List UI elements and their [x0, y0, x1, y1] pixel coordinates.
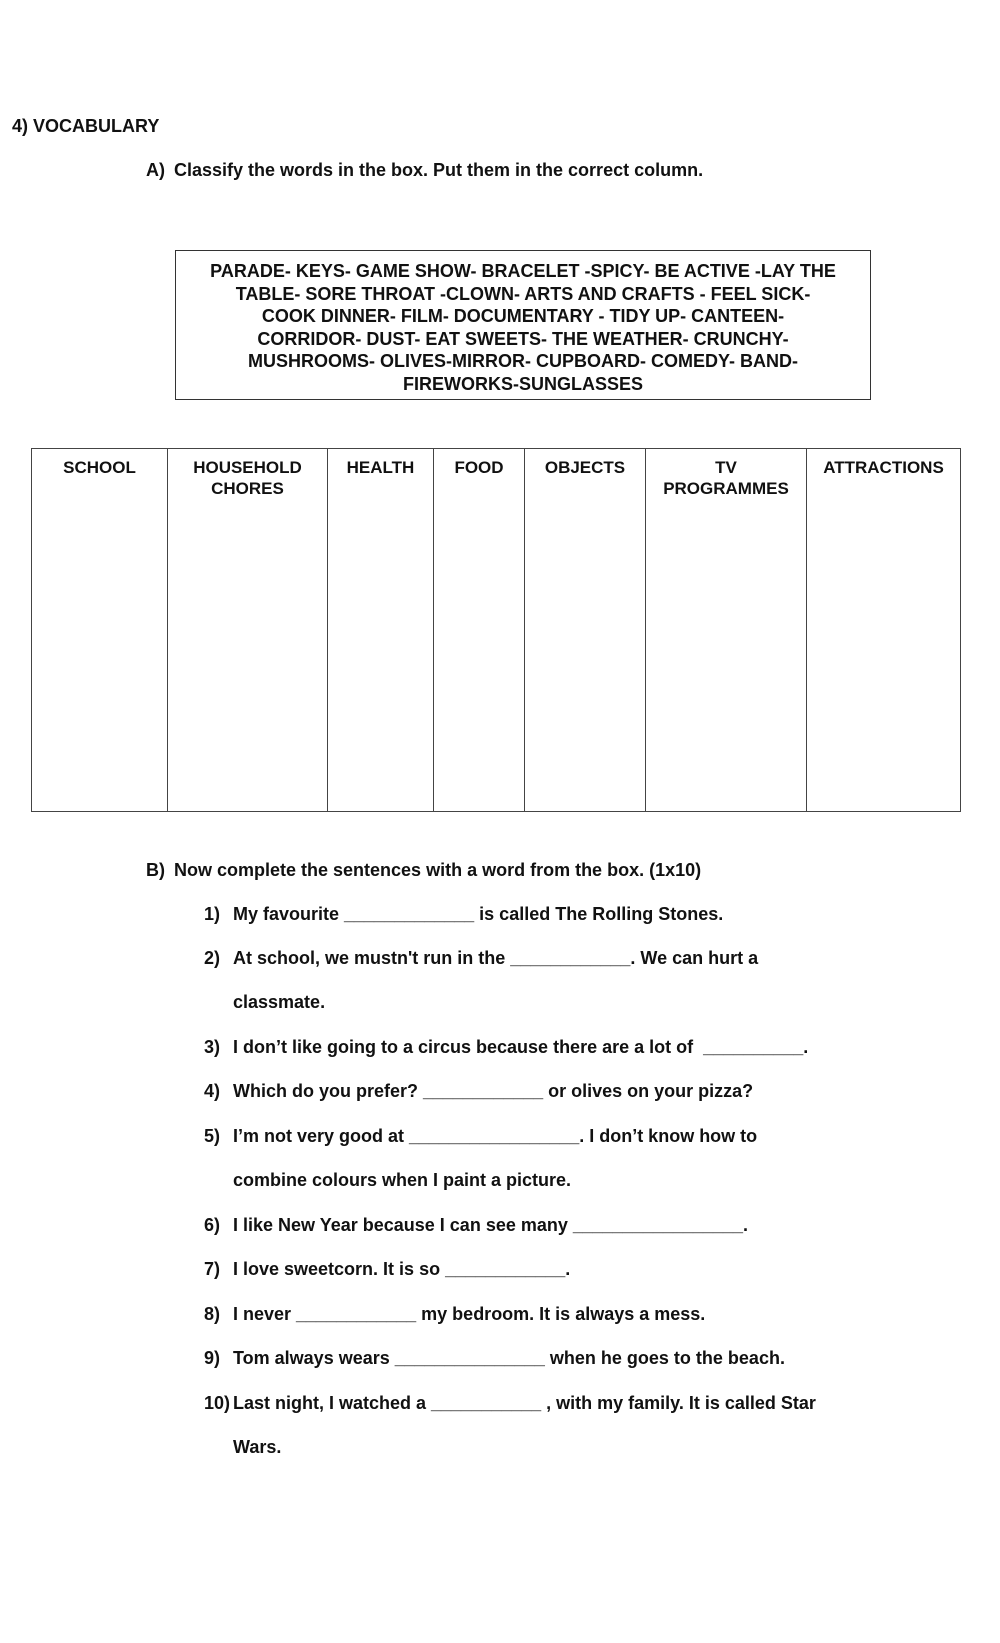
part-b-instruction	[146, 860, 701, 881]
sentence-2[interactable]	[204, 948, 758, 969]
part-b-number: B)	[146, 860, 165, 880]
sentence-2-continuation: classmate.	[233, 992, 326, 1012]
column-school[interactable]	[32, 449, 168, 812]
sentence-text: Which do you prefer? ____________ or olives on your pizza?	[233, 1081, 754, 1101]
sentence-text: I love sweetcorn. It is so ____________.	[233, 1259, 571, 1279]
sentence-1[interactable]	[204, 904, 723, 925]
part-a-number: A)	[146, 160, 165, 180]
column-objects[interactable]	[525, 449, 646, 812]
sentence-text: Tom always wears _______________ when he goes to the beach.	[233, 1348, 785, 1368]
column-label: ATTRACTIONS	[823, 458, 944, 477]
part-a-text: Classify the words in the box. Put them in the correct column.	[174, 160, 704, 180]
column-label: HOUSEHOLD	[193, 458, 302, 477]
column-food[interactable]	[434, 449, 525, 812]
column-label: FOOD	[454, 458, 504, 477]
sentence-number: 4)	[204, 1081, 221, 1101]
sentence-text: I like New Year because I can see many _________________.	[233, 1215, 749, 1235]
sentence-text: I don’t like going to a circus because there are a lot of __________.	[233, 1037, 809, 1057]
column-tv-programmes[interactable]	[646, 449, 807, 812]
word-box-line: PARADE- KEYS- GAME SHOW- BRACELET -SPICY- BE ACTIVE -LAY THE	[210, 261, 836, 281]
column-attractions[interactable]	[807, 449, 961, 812]
word-box-line: FIREWORKS-SUNGLASSES	[402, 373, 643, 394]
sentence-number: 9)	[204, 1348, 221, 1368]
column-label: CHORES	[211, 479, 284, 498]
sentence-number: 2)	[204, 948, 221, 968]
column-label: TV	[715, 458, 737, 477]
column-health[interactable]	[328, 449, 434, 812]
column-label: HEALTH	[346, 458, 415, 477]
word-box	[175, 250, 871, 400]
sentence-number: 10)	[204, 1393, 231, 1413]
word-box-line: TABLE- SORE THROAT -CLOWN- ARTS AND CRAFTS - FEEL SICK-	[235, 283, 811, 304]
sentence-number: 8)	[204, 1304, 221, 1324]
sentence-number: 1)	[204, 904, 221, 924]
part-a-instruction	[146, 160, 703, 181]
sentence-text: I never ____________ my bedroom. It is always a mess.	[233, 1304, 706, 1324]
sentence-4[interactable]	[204, 1081, 753, 1102]
sentence-text: My favourite _____________ is called The Rolling Stones.	[233, 904, 724, 924]
sentence-number: 3)	[204, 1037, 221, 1057]
sentence-8[interactable]	[204, 1304, 705, 1325]
column-label: PROGRAMMES	[663, 479, 789, 498]
sentence-7[interactable]	[204, 1259, 570, 1280]
sentence-number: 6)	[204, 1215, 221, 1235]
classification-table	[31, 448, 961, 812]
sentence-text: Last night, I watched a ___________ , with my family. It is called Star	[233, 1393, 816, 1413]
part-b-text: Now complete the sentences with a word from the box. (1x10)	[174, 860, 702, 880]
sentence-text: I’m not very good at _________________. I don’t know how to	[233, 1126, 758, 1146]
section-title: 4) VOCABULARY	[12, 116, 160, 136]
sentence-5[interactable]	[204, 1126, 757, 1147]
sentence-10[interactable]	[204, 1393, 816, 1414]
sentence-number: 7)	[204, 1259, 221, 1279]
word-box-line: COOK DINNER- FILM- DOCUMENTARY - TIDY UP- CANTEEN-	[261, 306, 785, 326]
sentence-9[interactable]	[204, 1348, 785, 1369]
word-box-line: CORRIDOR- DUST- EAT SWEETS- THE WEATHER- CRUNCHY-	[257, 328, 789, 349]
sentence-10-continuation: Wars.	[233, 1437, 282, 1457]
sentence-text: At school, we mustn't run in the ____________. We can hurt a	[233, 948, 759, 968]
column-label: OBJECTS	[544, 458, 626, 477]
column-label: SCHOOL	[63, 458, 136, 477]
word-box-line: MUSHROOMS- OLIVES-MIRROR- CUPBOARD- COMEDY- BAND-	[248, 351, 798, 371]
sentence-3[interactable]	[204, 1037, 808, 1058]
sentence-6[interactable]	[204, 1215, 748, 1236]
sentence-number: 5)	[204, 1126, 221, 1146]
column-household-chores[interactable]	[168, 449, 328, 812]
sentence-5-continuation: combine colours when I paint a picture.	[233, 1170, 572, 1190]
